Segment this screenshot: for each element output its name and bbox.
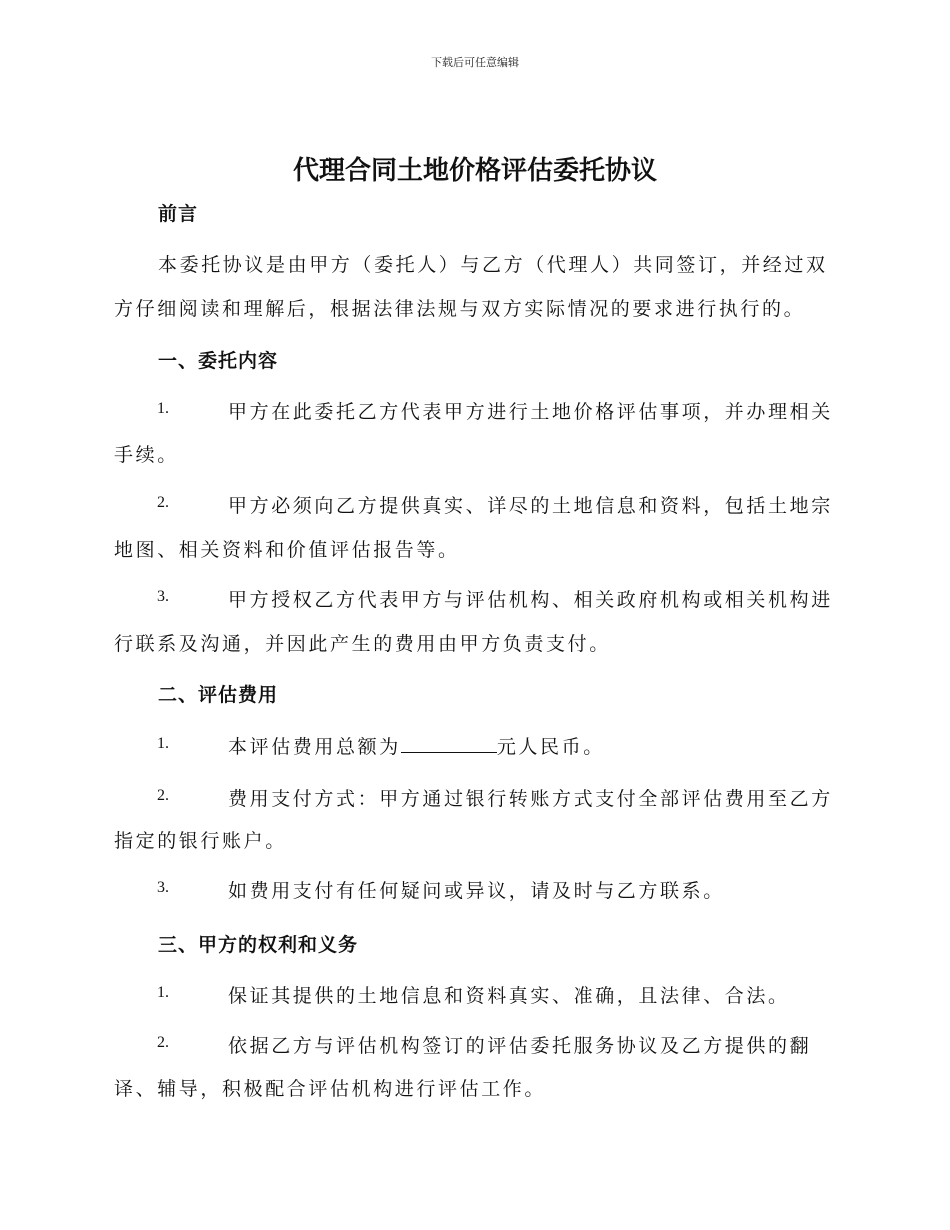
section-2-item-3-number: 3.: [157, 879, 169, 896]
fee-suffix: 元人民币。: [496, 736, 605, 758]
fee-amount-blank[interactable]: [401, 735, 497, 753]
section-3-item-2-line-1: 依据乙方与评估机构签订的评估委托服务协议及乙方提供的翻: [228, 1035, 812, 1057]
section-1-item-2-line-1: 甲方必须向乙方提供真实、详尽的土地信息和资料，包括土地宗: [228, 495, 833, 517]
preface-heading: 前言: [158, 203, 199, 225]
section-2-item-2-line-1: 费用支付方式：甲方通过银行转账方式支付全部评估费用至乙方: [228, 788, 833, 810]
section-1-item-3-line-2: 行联系及沟通，并因此产生的费用由甲方负责支付。: [114, 633, 611, 655]
fee-prefix: 本评估费用总额为: [228, 736, 401, 758]
section-2-item-1-number: 1.: [157, 735, 169, 752]
header-note: 下载后可任意编辑: [431, 56, 519, 69]
section-3-item-2-line-2: 译、辅导，积极配合评估机构进行评估工作。: [114, 1078, 547, 1100]
section-2-item-1-text: [228, 732, 605, 759]
section-3-item-2-number: 2.: [157, 1034, 169, 1051]
section-3-heading: 三、甲方的权利和义务: [158, 934, 359, 956]
document-title: 代理合同土地价格评估委托协议: [292, 156, 657, 186]
section-2-item-2-line-2: 指定的银行账户。: [114, 830, 287, 852]
preface-line-1: 本委托协议是由甲方（委托人）与乙方（代理人）共同签订，并经过双: [158, 254, 828, 276]
section-1-item-2-line-2: 地图、相关资料和价值评估报告等。: [114, 539, 460, 561]
section-1-item-3-line-1: 甲方授权乙方代表甲方与评估机构、相关政府机构或相关机构进: [228, 589, 833, 611]
section-3-item-1-line-1: 保证其提供的土地信息和资料真实、准确，且法律、合法。: [228, 985, 790, 1007]
section-1-item-2-number: 2.: [157, 494, 169, 511]
section-1-item-1-line-2: 手续。: [114, 444, 179, 466]
section-2-item-3-line-1: 如费用支付有任何疑问或异议，请及时与乙方联系。: [228, 880, 725, 902]
section-1-item-1-number: 1.: [157, 400, 169, 417]
section-1-heading: 一、委托内容: [158, 350, 279, 372]
section-2-heading: 二、评估费用: [158, 684, 279, 706]
section-1-item-3-number: 3.: [157, 588, 169, 605]
section-3-item-1-number: 1.: [157, 984, 169, 1001]
section-2-item-2-number: 2.: [157, 787, 169, 804]
section-1-item-1-line-1: 甲方在此委托乙方代表甲方进行土地价格评估事项，并办理相关: [228, 401, 833, 423]
preface-line-2: 方仔细阅读和理解后，根据法律法规与双方实际情况的要求进行执行的。: [114, 298, 806, 320]
